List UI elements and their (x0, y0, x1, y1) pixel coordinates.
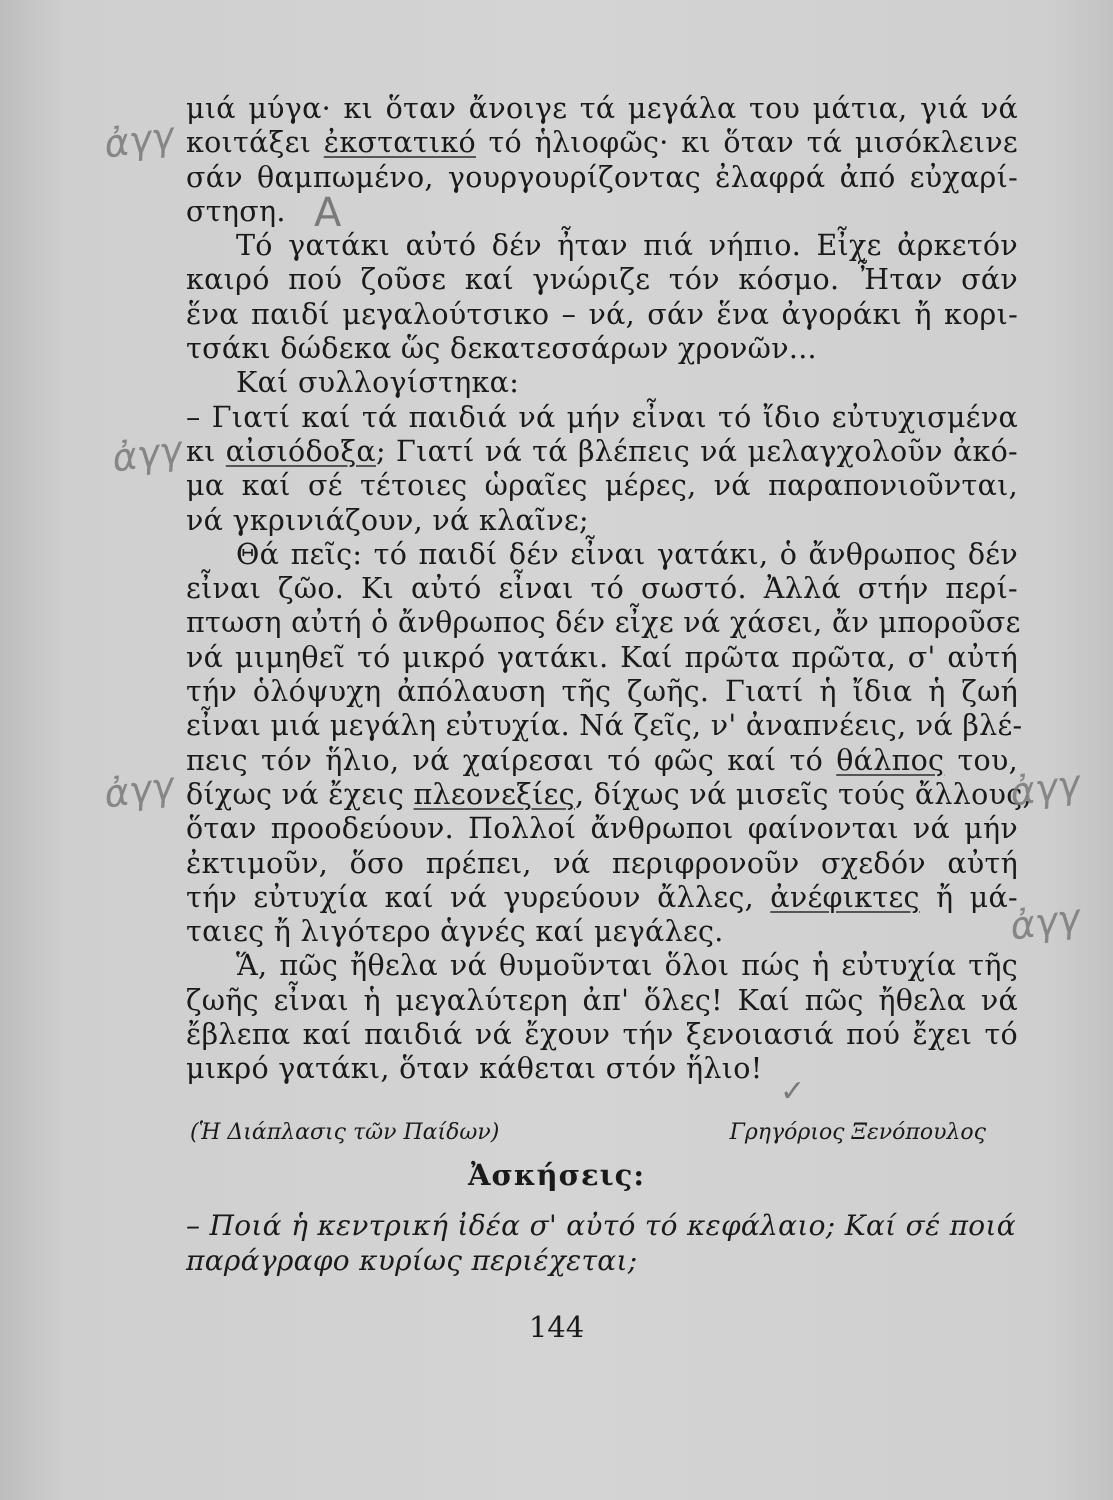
text-line (186, 744, 1018, 778)
text-line: μα καί σέ τέτοιες ὡραῖες μέρες, νά παραπονιοῦνται, (186, 469, 1018, 503)
citation-row (190, 1120, 986, 1145)
text-line (186, 126, 1018, 160)
handwritten-margin-note: ἀγγ (1007, 895, 1083, 949)
checkmark-icon: ✓ (780, 1074, 806, 1109)
page-number: 144 (528, 1310, 585, 1344)
text-line: τήν ὁλόψυχη ἀπόλαυση τῆς ζωῆς. Γιατί ἡ ἴδια ἡ ζωή (186, 675, 1018, 709)
text-line: Θά πεῖς: τό παιδί δέν εἶναι γατάκι, ὁ ἄνθρωπος δέν (236, 537, 1018, 571)
text-line (186, 881, 1018, 915)
exercise-line: – Ποιά ἡ κεντρική ἰδέα σ' αὐτό τό κεφάλαιο; Καί σέ ποιά (186, 1209, 1016, 1242)
text-line: ζωῆς εἶναι ἡ μεγαλύτερη ἀπ' ὅλες! Καί πῶς ἤθελα νά (186, 983, 1018, 1017)
text-line: εἶναι μιά μεγάλη εὐτυχία. Νά ζεῖς, ν' ἀναπνέεις, νά βλέ- (186, 709, 1023, 743)
text-line: Ἅ, πῶς ἤθελα νά θυμοῦνται ὅλοι πώς ἡ εὐτυχία τῆς (236, 949, 1018, 983)
text-line: σάν θαμπωμένο, γουργουρίζοντας ἐλαφρά ἀπό εὐχαρί- (186, 160, 1018, 194)
text-fragment: ; Γιατί νά τά βλέπεις νά μελαγχολοῦν ἀκό- (375, 434, 1018, 468)
text-line (186, 435, 1018, 469)
text-line: ἔβλεπα καί παιδιά νά ἔχουν τήν ξενοιασιά πού ἔχει τό (186, 1018, 1018, 1052)
text-line: τσάκι δώδεκα ὥς δεκατεσσάρων χρονῶν... (186, 332, 817, 366)
text-fragment: τό ἡλιοφῶς· κι ὅταν τά μισόκλεινε (475, 126, 1018, 160)
text-line: εἶναι ζῶο. Κι αὐτό εἶναι τό σωστό. Ἀλλά στήν περί- (186, 572, 1018, 606)
author-name: Γρηγόριος Ξενόπουλος (729, 1120, 986, 1145)
underlined-word: αἰσιόδοξα (225, 434, 376, 468)
text-line: ταιες ἤ λιγότερο ἁγνές καί μεγάλες. (186, 915, 724, 949)
text-line: ὅταν προοδεύουν. Πολλοί ἄνθρωποι φαίνονται νά μήν (186, 812, 1018, 846)
text-fragment: πεις τόν ἥλιο, νά χαίρεσαι τό φῶς καί τό (186, 743, 837, 777)
exercise-question (186, 1208, 1016, 1278)
text-line: μικρό γατάκι, ὅταν κάθεται στόν ἥλιο! (186, 1052, 763, 1086)
handwritten-margin-note: ἀγγ (109, 427, 185, 481)
text-fragment: τήν εὐτυχία καί νά γυρεύουν ἄλλες, (186, 880, 771, 914)
text-line: μιά μύγα· κι ὅταν ἄνοιγε τά μεγάλα του μάτια, γιά νά (186, 92, 1018, 125)
text-line: νά γκρινιάζουν, νά κλαῖνε; (186, 503, 589, 537)
underlined-word: ἐκστατικό (323, 126, 476, 160)
handwritten-a-mark: A (314, 190, 342, 236)
text-line: Καί συλλογίστηκα: (236, 366, 520, 400)
text-fragment: , δίχως νά μισεῖς τούς ἄλλους, (574, 777, 1032, 811)
handwritten-margin-note: ἀγγ (1007, 761, 1083, 815)
text-line: νά μιμηθεῖ τό μικρό γατάκι. Καί πρῶτα πρῶτα, σ' αὐτή (186, 640, 1018, 674)
text-line (186, 777, 1032, 812)
text-fragment: κοιτάξει (186, 126, 324, 160)
handwritten-margin-note: ἀγγ (101, 113, 177, 167)
text-line: στηση. (186, 194, 286, 228)
underlined-word: ἀνέφικτες (770, 880, 920, 914)
text-fragment: δίχως νά ἔχεις (186, 777, 414, 811)
text-line: ἐκτιμοῦν, ὅσο πρέπει, νά περιφρονοῦν σχεδόν αὐτή (186, 846, 1018, 880)
body-text (186, 92, 1032, 1087)
text-line: ἕνα παιδί μεγαλούτσικο – νά, σάν ἕνα ἀγοράκι ἤ κορι- (186, 297, 1018, 331)
text-line: πτωση αὐτή ὁ ἄνθρωπος δέν εἶχε νά χάσει, ἄν μποροῦσε (186, 606, 1021, 640)
source-citation: (Ἡ Διάπλασις τῶν Παίδων) (190, 1120, 500, 1145)
exercise-line: παράγραφο κυρίως περιέχεται; (186, 1244, 638, 1277)
underlined-word: θάλπος (836, 743, 945, 777)
text-line: – Γιατί καί τά παιδιά νά μήν εἶναι τό ἴδιο εὐτυχισμένα (186, 400, 1018, 434)
handwritten-margin-note: ἀγγ (101, 763, 177, 817)
text-fragment: του, (944, 743, 1018, 777)
underlined-word: πλεονεξίες (413, 777, 575, 811)
text-fragment: κι (186, 434, 226, 468)
text-fragment: ἤ μά- (919, 880, 1018, 914)
text-line: Τό γατάκι αὐτό δέν ἦταν πιά νήπιο. Εἶχε ἀρκετόν (236, 229, 1018, 263)
exercises-heading: Ἀσκήσεις: (467, 1158, 646, 1192)
text-line: καιρό πού ζοῦσε καί γνώριζε τόν κόσμο. Ἦταν σάν (186, 263, 1018, 297)
